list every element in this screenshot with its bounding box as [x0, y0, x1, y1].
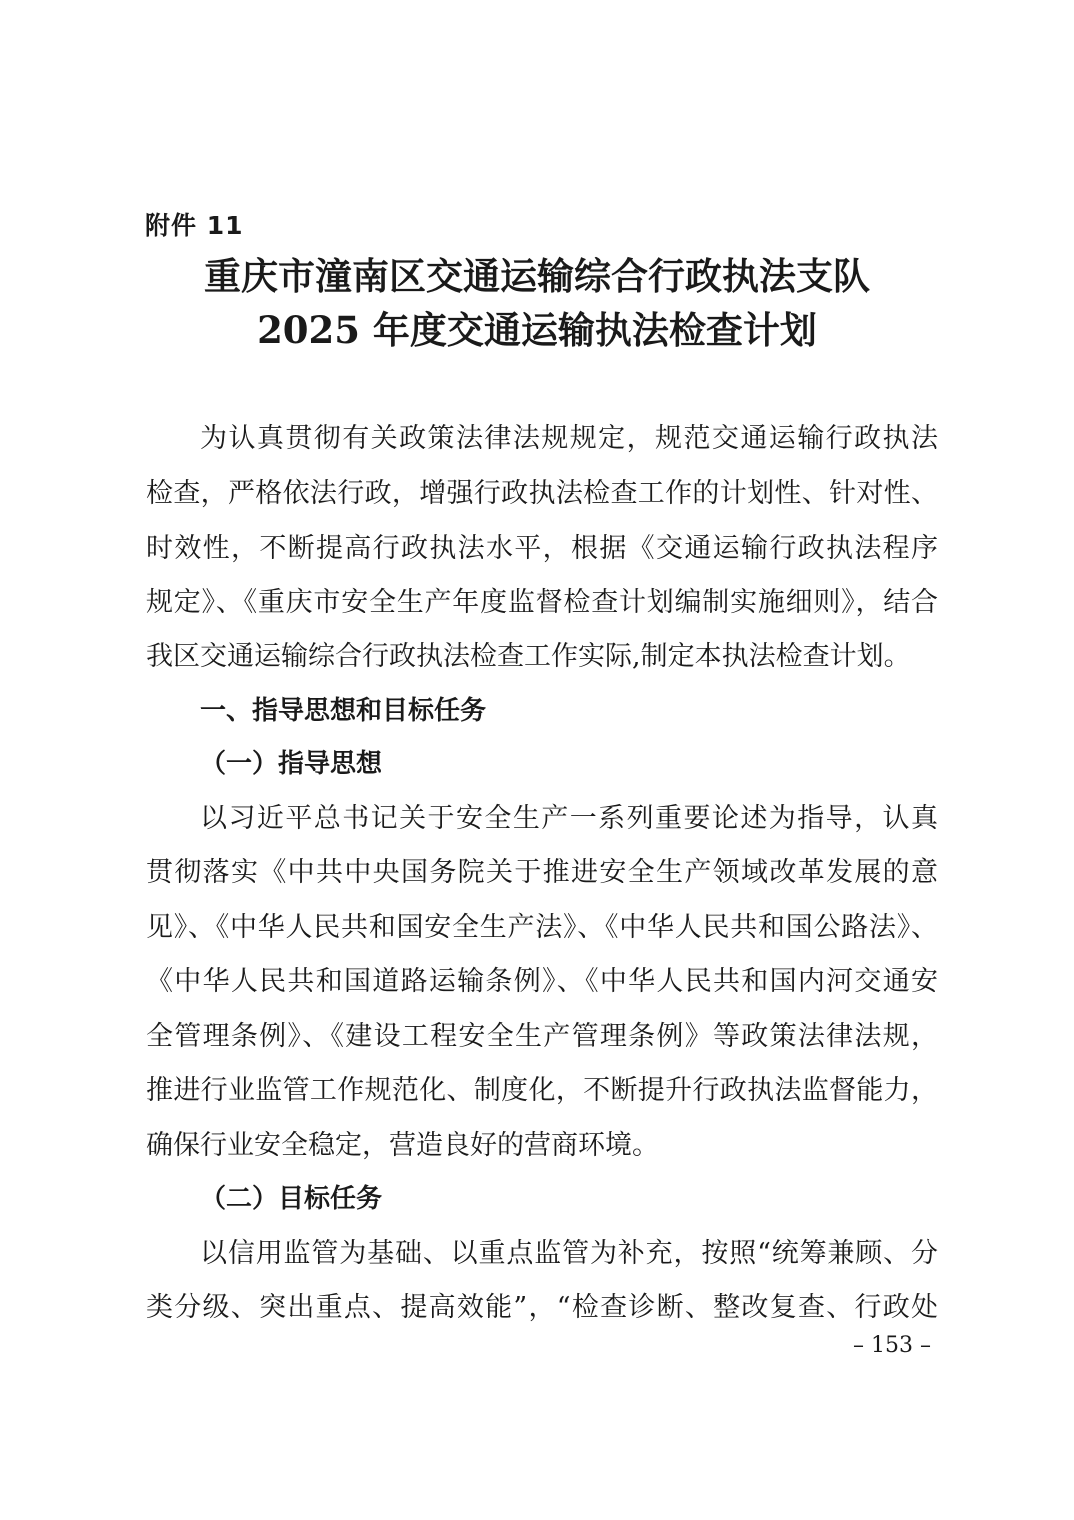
intro-paragraph-line: 检查，严格依法行政，增强行政执法检查工作的计划性、针对性、	[146, 478, 938, 509]
guiding-paragraph-line: 确保行业安全稳定，营造良好的营商环境。	[146, 1130, 659, 1161]
intro-paragraph-line: 我区交通运输综合行政执法检查工作实际,制定本执法检查计划。	[146, 641, 911, 672]
task-paragraph-line: 类分级、突出重点、提高效能”，“检查诊断、整改复查、行政处	[146, 1292, 938, 1323]
document-title-line-1: 重庆市潼南区交通运输综合行政执法支队	[204, 254, 870, 298]
attachment-label: 附件 11	[145, 211, 244, 240]
guiding-paragraph-line: 贯彻落实《中共中央国务院关于推进安全生产领域改革发展的意	[146, 857, 938, 888]
guiding-paragraph-line: 以习近平总书记关于安全生产一系列重要论述为指导，认真	[200, 803, 938, 834]
intro-paragraph-line: 为认真贯彻有关政策法律法规规定，规范交通运输行政执法	[200, 423, 938, 454]
subsection-heading-2: （二）目标任务	[200, 1184, 383, 1214]
intro-paragraph-line: 时效性，不断提高行政执法水平，根据《交通运输行政执法程序	[146, 533, 938, 564]
task-paragraph-line: 以信用监管为基础、以重点监管为补充，按照“统筹兼顾、分	[200, 1238, 938, 1269]
guiding-paragraph-line: 全管理条例》、《建设工程安全生产管理条例》等政策法律法规，	[146, 1021, 938, 1052]
guiding-paragraph-line: 推进行业监管工作规范化、制度化，不断提升行政执法监督能力，	[146, 1075, 938, 1106]
document-title-line-2: 2025 年度交通运输执法检查计划	[257, 308, 817, 352]
page-number: – 153 –	[853, 1333, 931, 1358]
guiding-paragraph-line: 见》、《中华人民共和国安全生产法》、《中华人民共和国公路法》、	[146, 912, 938, 943]
section-heading-1: 一、指导思想和目标任务	[200, 696, 487, 726]
guiding-paragraph-line: 《中华人民共和国道路运输条例》、《中华人民共和国内河交通安	[146, 966, 938, 997]
intro-paragraph-line: 规定》、《重庆市安全生产年度监督检查计划编制实施细则》，结合	[146, 587, 938, 618]
subsection-heading-1: （一）指导思想	[200, 749, 383, 779]
